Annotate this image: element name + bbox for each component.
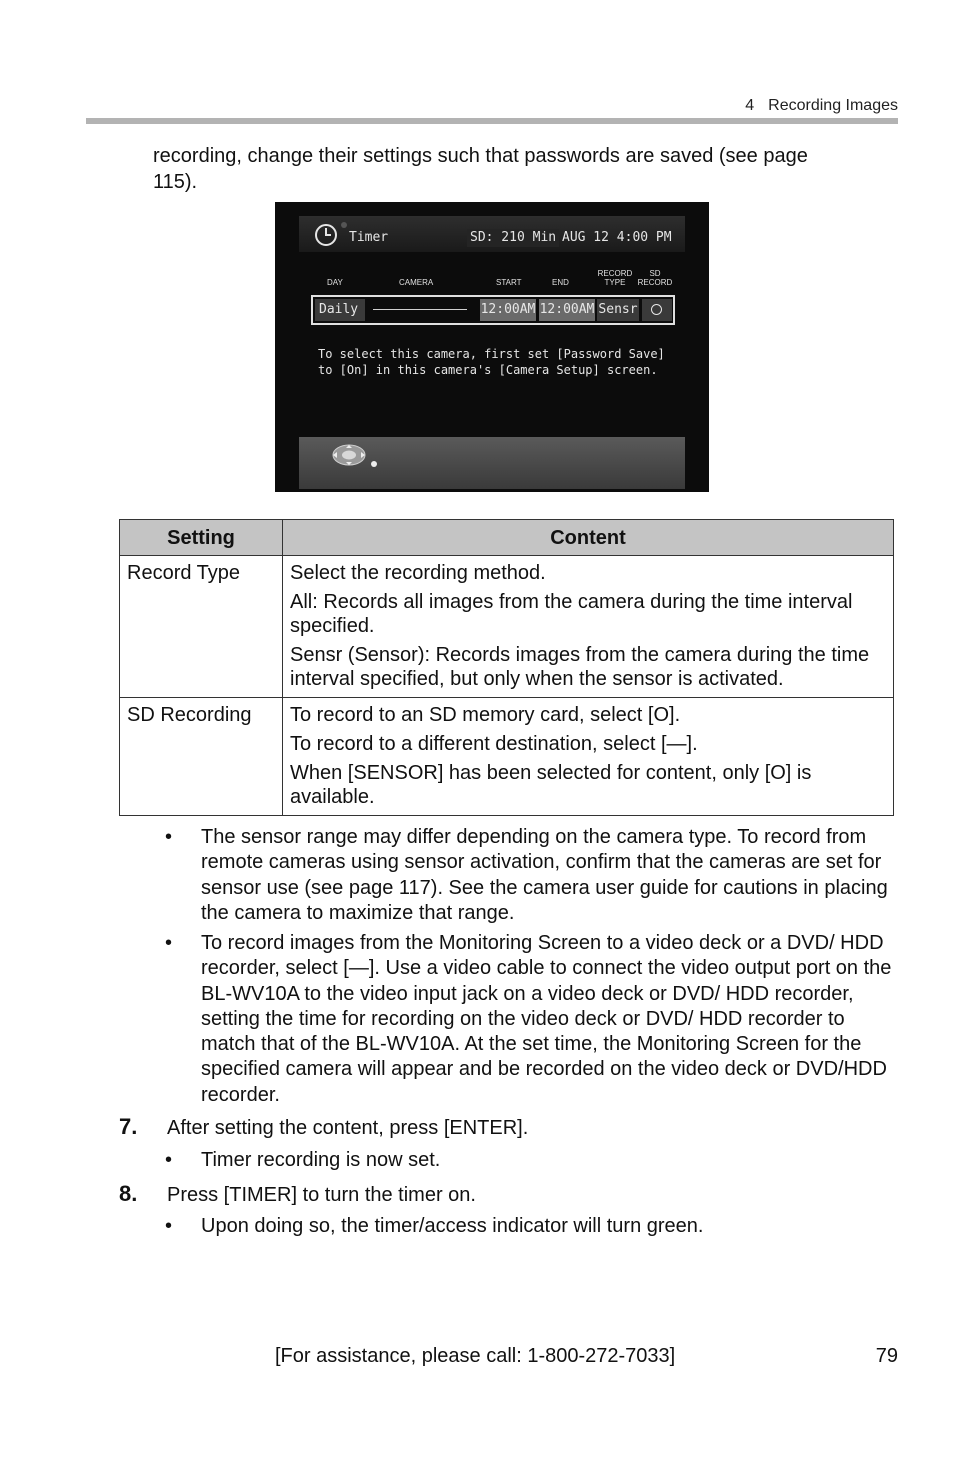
circle-icon [651,304,662,315]
step-7-bullet: • Timer recording is now set. [201,1148,896,1173]
header-content: Content [283,520,894,556]
content-line: To record to an SD memory card, select [O]. [290,704,681,726]
screen-datetime: AUG 12 4:00 PM [562,230,672,245]
clock-icon [315,224,337,246]
table-row [120,698,894,816]
running-header [745,97,898,115]
step-8-bullet: • Upon doing so, the timer/access indicator will turn green. [201,1214,896,1239]
directional-pad-icon [331,444,367,466]
step-number: 8. [119,1181,138,1206]
col-header-camera: CAMERA [399,278,434,287]
step-text: Press [TIMER] to turn the timer on. [167,1184,476,1206]
step-7 [119,1114,528,1141]
chapter-number: 4 [745,97,755,114]
step-number: 7. [119,1114,138,1139]
camera-cell-empty[interactable] [373,309,467,310]
header-rule [86,118,898,124]
content-line: Sensr (Sensor): Records images from the camera during the time interval specified, but only when the sensor is activated. [290,644,870,690]
col-header-sd-record [637,269,673,287]
timer-row[interactable] [311,295,675,325]
bullet-video-deck: • To record images from the Monitoring Screen to a video deck or a DVD/ HDD recorder, select [—]. Use a video cable to connect the video output port on the BL-WV10A to the video input jack on a video deck or DVD/ HDD recorder, setting the time for recording on the video deck or DVD/ HDD recorder to match that of the BL-WV10A. At the set time, the Monitoring Screen for the specified camera will appear and be recorded on the video deck or DVD/HDD recorder. [201,931,896,1108]
step-8 [119,1181,476,1208]
content-line: All: Records all images from the camera during the time interval specified. [290,591,853,637]
content-line: When [SENSOR] has been selected for content, only [O] is available. [290,762,812,808]
content-cell [283,698,894,816]
content-line: Select the recording method. [290,562,546,584]
page-number: 79 [875,1345,898,1367]
setting-cell: SD Recording [120,698,283,816]
day-cell[interactable]: Daily [315,299,365,321]
header-setting: Setting [120,520,283,556]
content-line: To record to a different destination, select [—]. [290,733,698,755]
table-row [120,556,894,698]
table-header-row [120,520,894,556]
col-header-record-type-line1: RECORD [597,269,633,278]
setting-cell: Record Type [120,556,283,698]
col-header-day: DAY [327,278,343,287]
bullet-sensor-range: • The sensor range may differ depending on the camera type. To record from remote cameras using sensor activation, confirm that the cameras are set for sensor use (see page 117). See the camera user guide for cautions in placing the camera to maximize that range. [201,825,896,926]
col-header-sd-record-line2: RECORD [637,278,673,287]
col-header-end: END [552,278,569,287]
settings-table [119,519,894,816]
screen-title: Timer [349,230,389,245]
col-header-sd-record-line1: SD [649,269,661,278]
start-cell[interactable]: 12:00AM [480,299,536,321]
sd-record-cell[interactable] [642,299,672,321]
col-header-record-type-line2: TYPE [604,278,626,287]
step-text: After setting the content, press [ENTER]. [167,1117,529,1139]
screen-message: To select this camera, first set [Password Save] to [On] in this camera's [Camera Setup] screen. [318,347,665,377]
timer-screen-screenshot [275,202,709,492]
intro-paragraph: recording, change their settings such that passwords are saved (see page 115). [153,145,808,193]
col-header-record-type [597,269,633,287]
pad-dot [371,461,377,467]
chapter-title: Recording Images [768,97,898,114]
content-cell [283,556,894,698]
record-type-cell[interactable]: Sensr [597,299,639,321]
sd-status: SD: 210 Min [467,229,559,247]
end-cell[interactable]: 12:00AM [539,299,595,321]
indicator-dot [341,222,347,228]
col-header-start: START [496,278,522,287]
assistance-text: [For assistance, please call: 1-800-272-7033] [275,1345,676,1367]
